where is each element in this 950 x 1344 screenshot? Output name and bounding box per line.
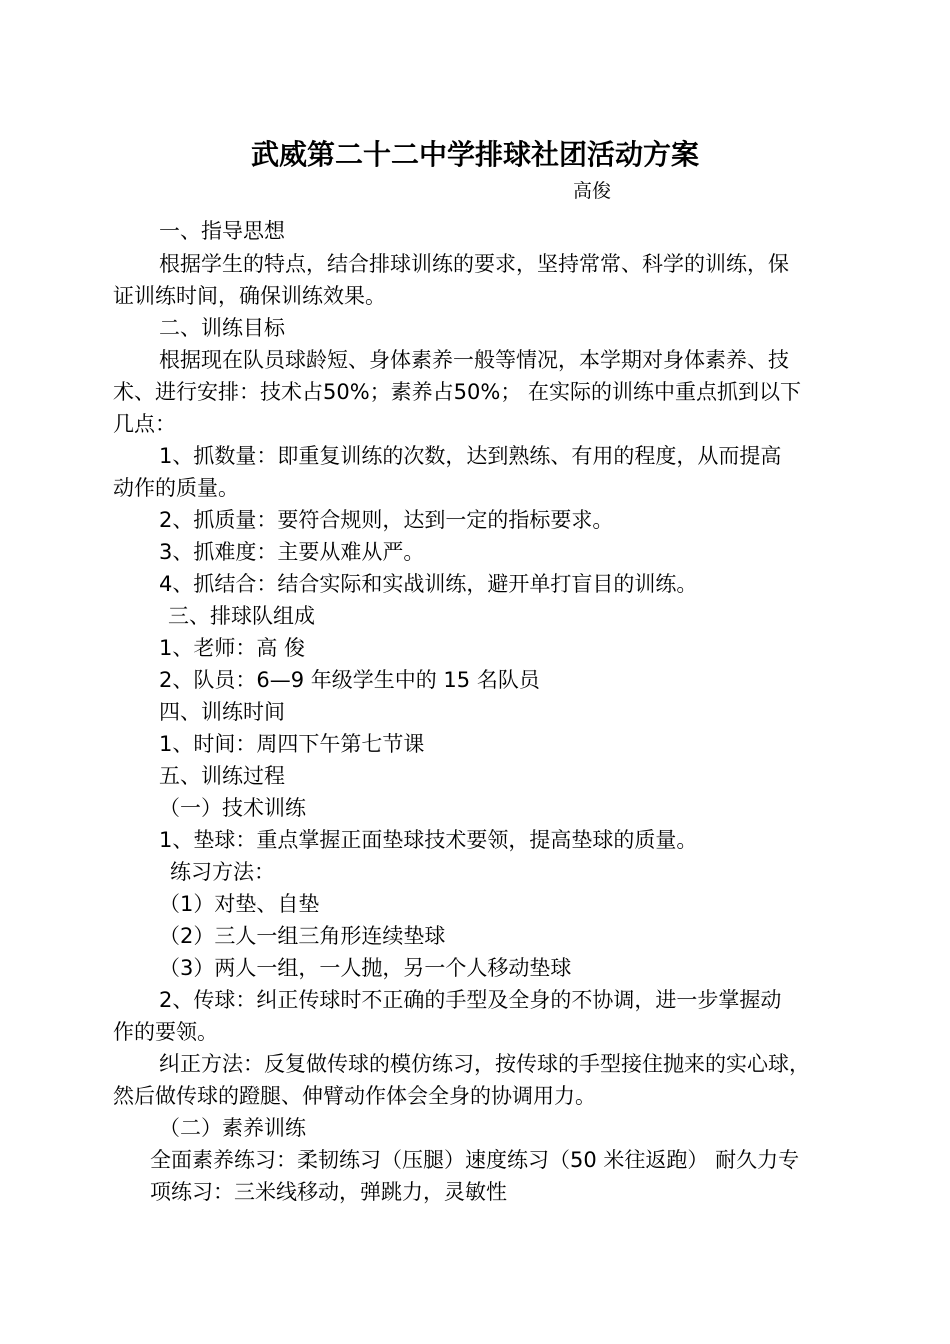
document-title: 武威第二十二中学排球社团活动方案 <box>250 137 699 171</box>
section-heading-training-time: 四、训练时间 <box>159 700 285 724</box>
list-item: （1）对垫、自垫 <box>159 892 320 916</box>
list-item: 4、抓结合：结合实际和实战训练，避开单打盲目的训练。 <box>159 572 698 596</box>
list-item: 2、传球：纠正传球时不正确的手型及全身的不协调，进一步掌握动 <box>159 988 782 1012</box>
paragraph-line: 然后做传球的蹬腿、伸臂动作体会全身的协调用力。 <box>113 1084 596 1108</box>
author-name: 高俊 <box>573 180 612 202</box>
list-item-continuation: 作的要领。 <box>113 1020 218 1044</box>
paragraph-line: 全面素养练习：柔韧练习（压腿）速度练习（50 米往返跑） 耐久力专 <box>150 1148 800 1172</box>
section-heading-training-process: 五、训练过程 <box>159 764 285 788</box>
list-item: 1、时间：周四下午第七节课 <box>159 732 425 756</box>
list-item: 1、垫球：重点掌握正面垫球技术要领，提高垫球的质量。 <box>159 828 698 852</box>
paragraph-line: 几点： <box>113 412 176 436</box>
list-item: （3）两人一组，一人抛，另一个人移动垫球 <box>159 956 572 980</box>
paragraph-line: 根据现在队员球龄短、身体素养一般等情况，本学期对身体素养、技 <box>159 348 789 372</box>
subsection-heading-technique: （一）技术训练 <box>159 796 306 820</box>
section-heading-team-composition: 三、排球队组成 <box>168 604 315 628</box>
paragraph-line: 证训练时间，确保训练效果。 <box>113 284 386 308</box>
paragraph-line: 项练习：三米线移动，弹跳力，灵敏性 <box>150 1180 507 1204</box>
section-heading-guiding-ideology: 一、指导思想 <box>159 219 285 243</box>
list-item: 1、老师：高 俊 <box>159 636 306 660</box>
list-item: 2、抓质量：要符合规则，达到一定的指标要求。 <box>159 508 614 532</box>
list-item: 2、队员：6—9 年级学生中的 15 名队员 <box>159 668 540 692</box>
list-item: 1、抓数量：即重复训练的次数，达到熟练、有用的程度，从而提高 <box>159 444 782 468</box>
paragraph-line: 纠正方法：反复做传球的模仿练习，按传球的手型接住抛来的实心球， <box>159 1052 810 1076</box>
section-heading-training-goals: 二、训练目标 <box>159 316 285 340</box>
subsection-heading-fitness: （二）素养训练 <box>159 1116 306 1140</box>
list-item: 3、抓难度：主要从难从严。 <box>159 540 425 564</box>
list-item: （2）三人一组三角形连续垫球 <box>159 924 446 948</box>
list-item-continuation: 动作的质量。 <box>113 476 239 500</box>
paragraph-line: 术、进行安排：技术占50%；素养占50%； 在实际的训练中重点抓到以下 <box>113 380 802 404</box>
paragraph-line: 根据学生的特点，结合排球训练的要求，坚持常常、科学的训练，保 <box>159 252 789 276</box>
practice-methods-label: 练习方法： <box>170 860 275 884</box>
